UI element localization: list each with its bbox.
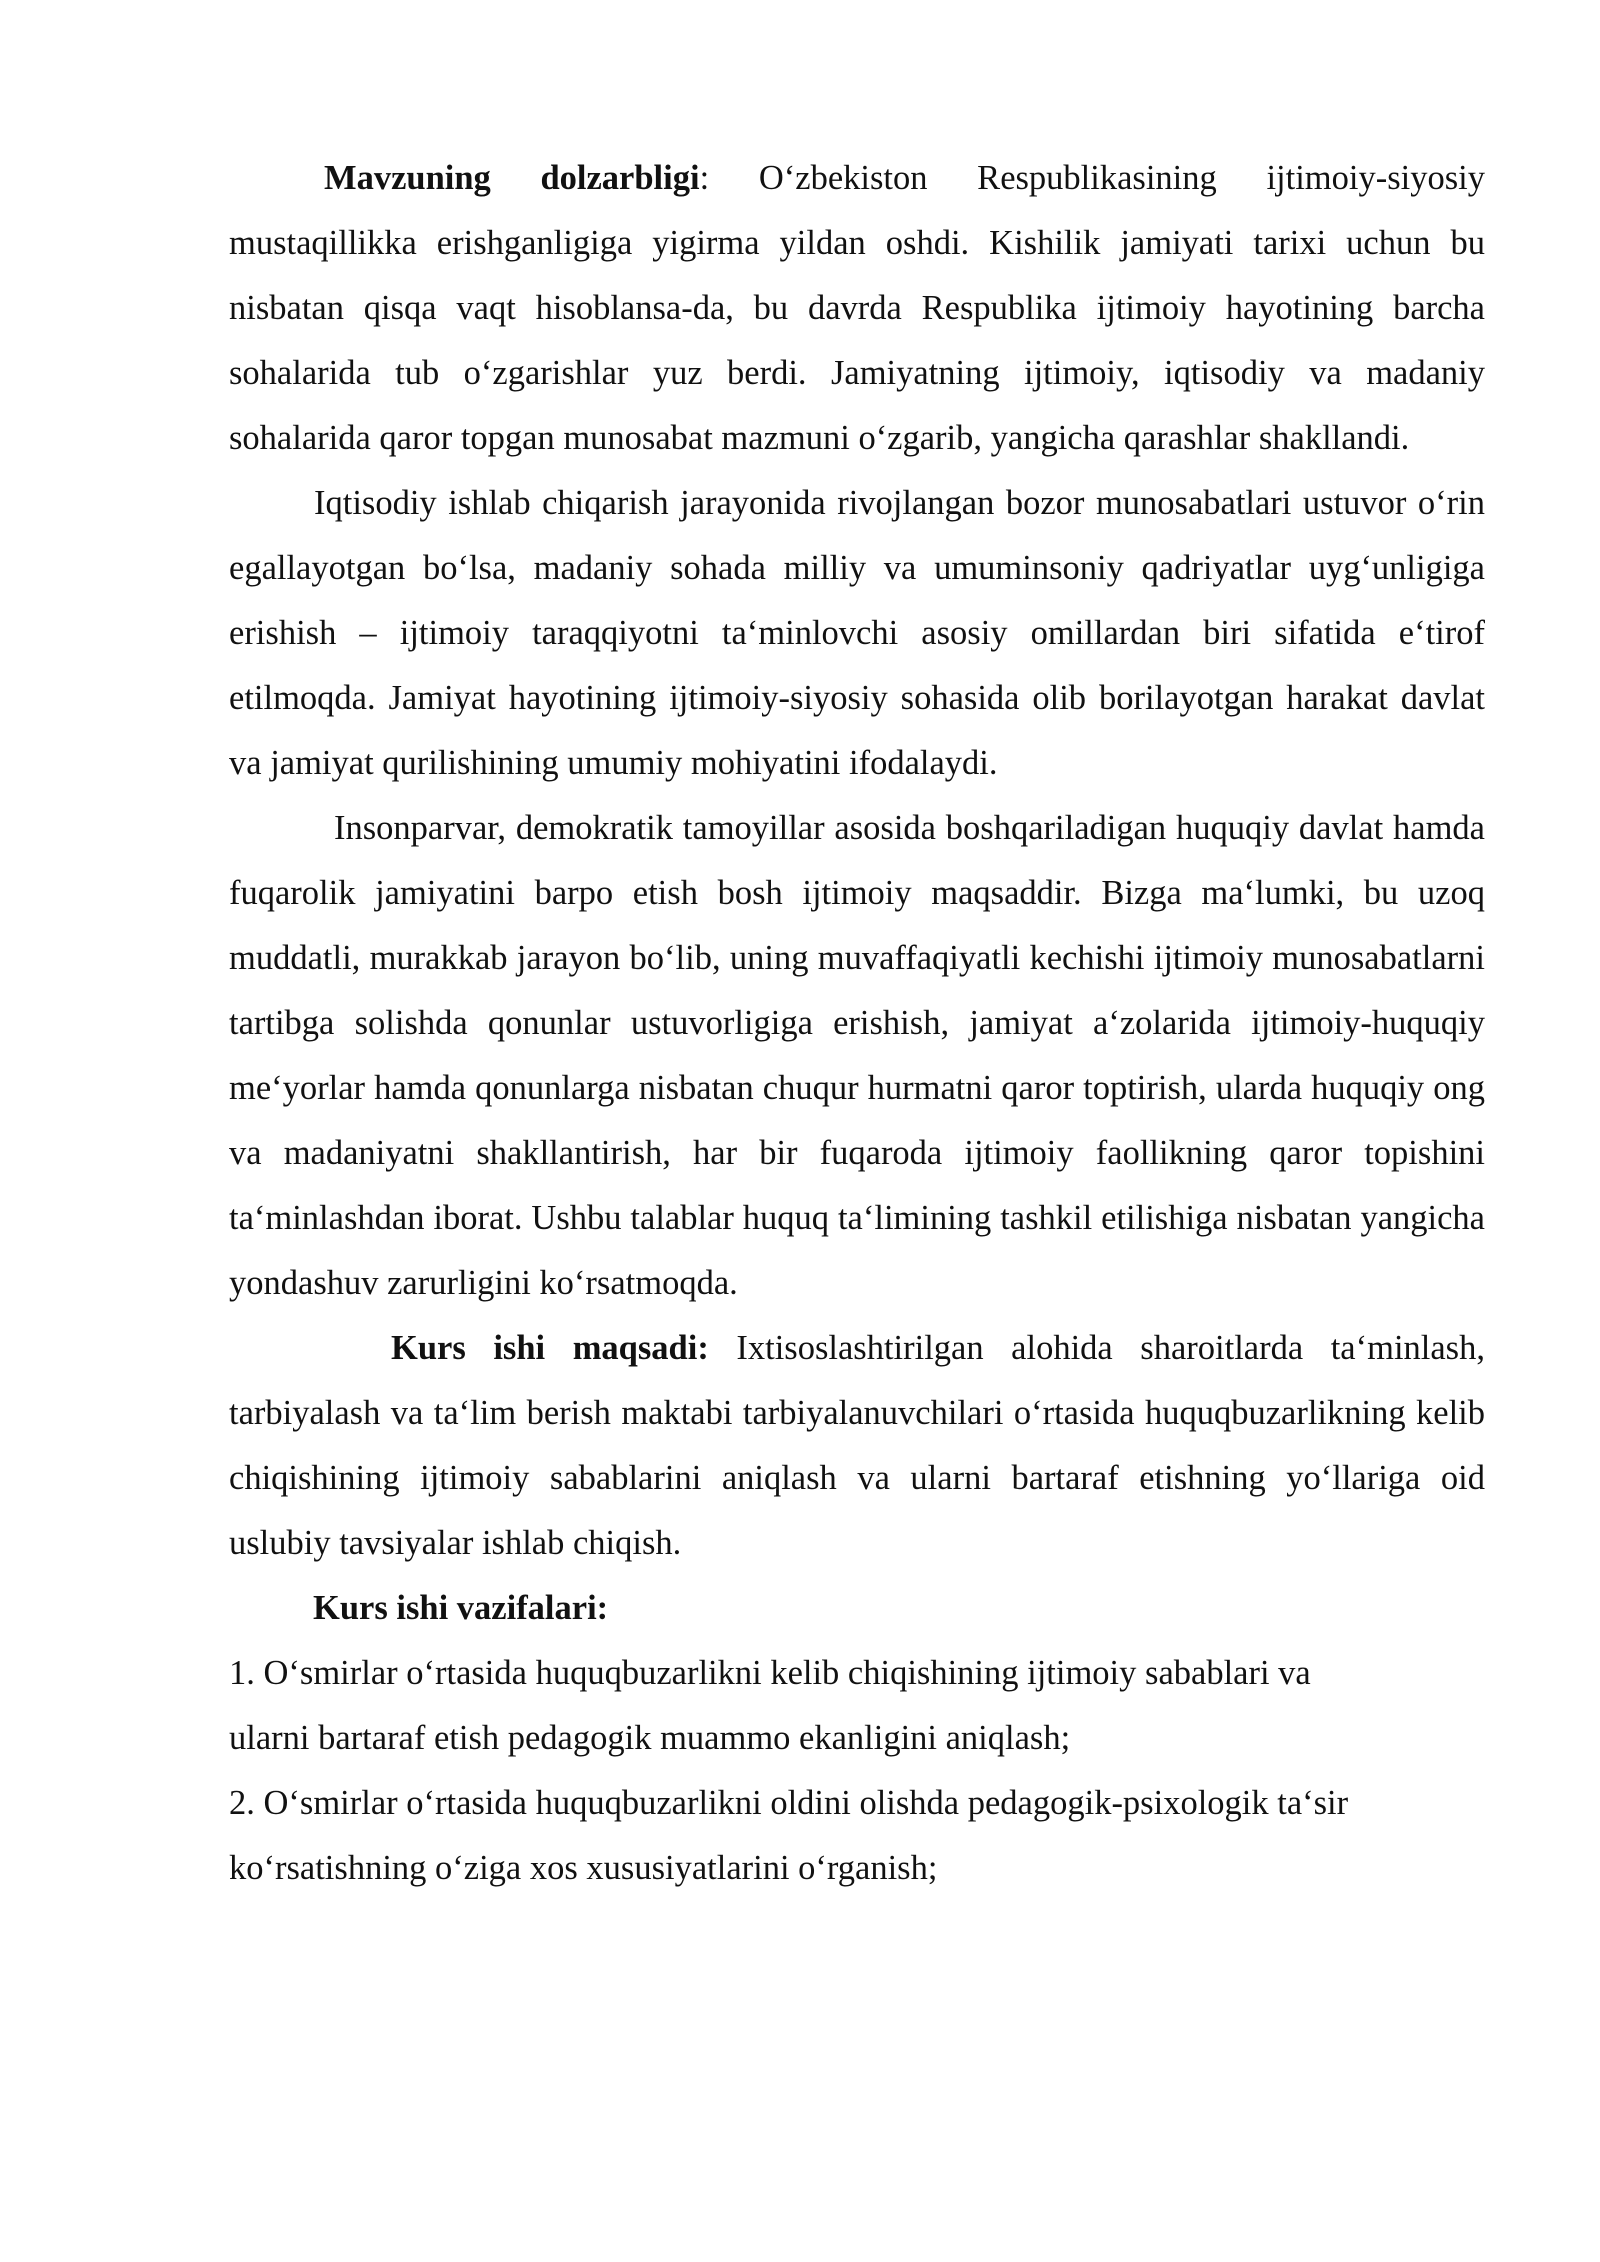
paragraph-relevance xyxy=(229,146,1485,471)
economy-text: Iqtisodiy ishlab chiqarish jarayonida rivojlangan bozor munosabatlari ustuvor o‘rin egallayotgan bo‘lsa, madaniy sohada milliy va umuminsoniy qadriyatlar uyg‘unligiga erishish – ijtimoiy taraqqiyotni ta‘minlovchi asosiy omillardan biri sifatida e‘tirof etilmoqda. Jamiyat hayotining ijtimoiy-siyosiy sohasida olib borilayotgan harakat davlat va jamiyat qurilishining umumiy mohiyatini ifodalaydi. xyxy=(229,484,1485,782)
democracy-text: Insonparvar, demokratik tamoyillar asosida boshqariladigan huquqiy davlat hamda fuqarolik jamiyatini barpo etish bosh ijtimoiy maqsaddir. Bizga ma‘lumki, bu uzoq muddatli, murakkab jarayon bo‘lib, uning muvaffaqiyatli kechishi ijtimoiy munosabatlarni tartibga solishda qonunlar ustuvorligiga erishish, jamiyat a‘zolarida ijtimoiy-huquqiy me‘yorlar hamda qonunlarga nisbatan chuqur hurmatni qaror toptirish, ularda huquqiy ong va madaniyatni shakllantirish, har bir fuqaroda ijtimoiy faollikning qaror topishini ta‘minlashdan iborat. Ushbu talablar huquq ta‘limining tashkil etilishiga nisbatan yangicha yondashuv zarurligini ko‘rsatmoqda. xyxy=(229,809,1485,1302)
document-body xyxy=(229,146,1485,1901)
relevance-label: Mavzuning dolzarbligi xyxy=(324,159,700,197)
paragraph-economy xyxy=(229,471,1485,796)
relevance-separator: : xyxy=(699,159,710,197)
course-goal-label: Kurs ishi maqsadi: xyxy=(391,1329,709,1367)
task-item-2 xyxy=(229,1771,1485,1901)
course-goal-text: Ixtisoslashtirilgan alohida sharoitlarda ta‘minlash, tarbiyalash va ta‘lim berish maktabi tarbiyalanuvchilari o‘rtasida huquqbuzarlikning kelib chiqishining ijtimoiy sabablarini aniqlash va ularni bartaraf etishning yo‘llariga oid uslubiy tavsiyalar ishlab chiqish. xyxy=(229,1329,1485,1562)
task-item-1-line-1: 1. O‘smirlar o‘rtasida huquqbuzarlikni kelib chiqishining ijtimoiy sabablari va xyxy=(229,1654,1311,1692)
task-item-1 xyxy=(229,1641,1485,1771)
paragraph-course-goal xyxy=(229,1316,1485,1576)
paragraph-democracy xyxy=(229,796,1485,1316)
task-item-1-line-2: ularni bartaraf etish pedagogik muammo ekanligini aniqlash; xyxy=(229,1719,1071,1757)
tasks-heading: Kurs ishi vazifalari: xyxy=(313,1589,609,1627)
task-item-2-line-2: ko‘rsatishning o‘ziga xos xususiyatlarini o‘rganish; xyxy=(229,1849,938,1887)
task-item-2-line-1: 2. O‘smirlar o‘rtasida huquqbuzarlikni oldini olishda pedagogik-psixologik ta‘sir xyxy=(229,1784,1349,1822)
relevance-text: O‘zbekiston Respublikasining ijtimoiy-siyosiy mustaqillikka erishganligiga yigirma yildan oshdi. Kishilik jamiyati tarixi uchun bu nisbatan qisqa vaqt hisoblansa-da, bu davrda Respublika ijtimoiy hayotining barcha sohalarida tub o‘zgarishlar yuz berdi. Jamiyatning ijtimoiy, iqtisodiy va madaniy sohalarida qaror topgan munosabat mazmuni o‘zgarib, yangicha qarashlar shakllandi. xyxy=(229,159,1485,457)
